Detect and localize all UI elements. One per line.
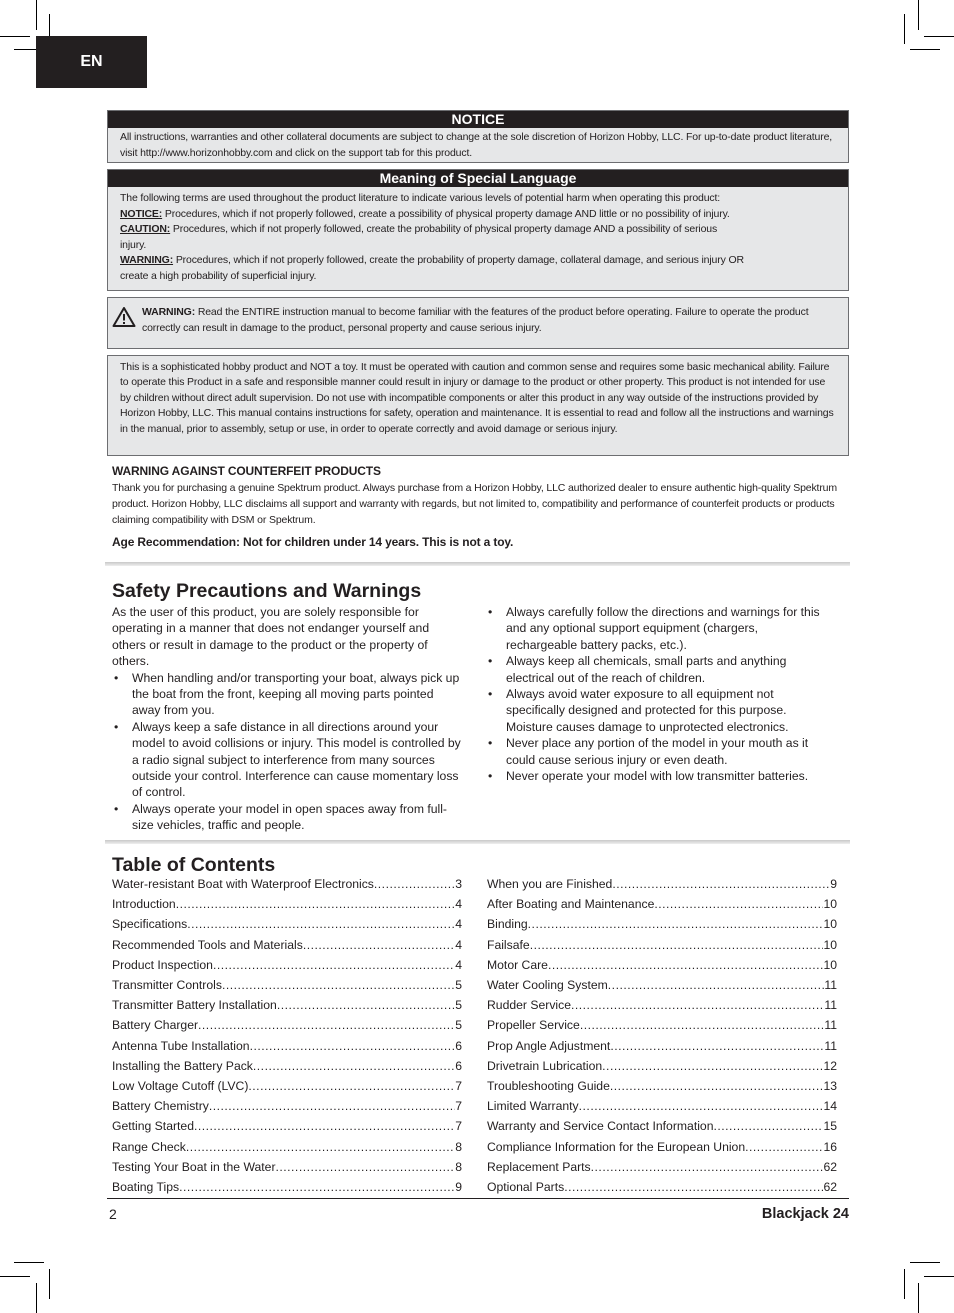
toc-entry <box>112 1096 462 1116</box>
toc-entry-page: 7 <box>455 1078 462 1093</box>
notice-definition-text: Procedures, which if not properly followed, create a possibility of physical property damage AND little or no possibility of injury. <box>162 207 730 220</box>
toc-entry <box>487 874 837 894</box>
toc-entry-title: Troubleshooting Guide <box>487 1078 610 1093</box>
warning-term: WARNING: <box>120 254 174 266</box>
toc-entry-page: 10 <box>823 897 837 912</box>
notice-body: All instructions, warranties and other collateral documents are subject to change at the sole discretion of Horizon Hobby, LLC. For up-to-date product literature, visit http://www.horizonhobby.com and click on the support tab for this product. <box>120 131 833 159</box>
toc-leader-dots <box>194 1119 455 1133</box>
toc-leader-dots <box>610 1079 824 1093</box>
toc-leader-dots <box>745 1140 823 1154</box>
toc-entry <box>487 914 837 934</box>
warning-triangle-icon <box>108 298 142 333</box>
toc-entry <box>487 975 837 995</box>
toc-entry-page: 5 <box>455 998 462 1013</box>
section-divider <box>105 562 850 566</box>
safety-bullet: • Always keep a safe distance in all directions around your model to avoid collisions or injury. This model is controlled by a radio signal subject to interference from many sources outside your control. Interference can cause momentary loss of control. <box>112 719 464 801</box>
toc-left-column <box>112 874 462 1197</box>
safety-bullet: • Always carefully follow the directions and warnings for this and any optional support equipment (chargers, rechargeable battery packs, etc.). <box>486 604 846 653</box>
toc-leader-dots <box>276 1160 456 1174</box>
toc-entry-page: 10 <box>823 917 837 932</box>
toc-leader-dots <box>198 1018 455 1032</box>
toc-leader-dots <box>248 1079 455 1093</box>
counterfeit-heading: WARNING AGAINST COUNTERFEIT PRODUCTS <box>112 464 381 478</box>
toc-entry <box>112 1157 462 1177</box>
toc-leader-dots <box>179 1180 455 1194</box>
toc-leader-dots <box>571 998 824 1012</box>
toc-entry-page: 10 <box>823 957 837 972</box>
toc-entry-title: Range Check <box>112 1139 186 1154</box>
toc-entry <box>112 1177 462 1197</box>
toc-entry <box>487 1036 837 1056</box>
safety-right-list <box>486 604 846 784</box>
warning-box-text: Read the ENTIRE instruction manual to become familiar with the features of the product before operating. Failure to operate the product correctly can result in damage to the product, personal property and cause serious injury. <box>142 306 809 334</box>
safety-bullet: • Always keep all chemicals, small parts and anything electrical out of the reach of children. <box>486 653 846 686</box>
page-number: 2 <box>109 1206 117 1222</box>
toc-entry-title: When you are Finished <box>487 877 613 892</box>
toc-entry-title: Battery Charger <box>112 1018 199 1033</box>
toc-leader-dots <box>564 1180 823 1194</box>
toc-entry <box>112 975 462 995</box>
toc-entry <box>112 1076 462 1096</box>
toc-title: Table of Contents <box>112 854 276 876</box>
toc-leader-dots <box>579 1099 824 1113</box>
toc-entry-title: Motor Care <box>487 957 548 972</box>
toc-entry <box>487 1157 837 1177</box>
toc-entry-title: Failsafe <box>487 937 530 952</box>
special-language-box <box>107 169 849 291</box>
counterfeit-section <box>112 462 842 528</box>
safety-bullet: • When handling and/or transporting your boat, always pick up the boat from the front, keeping all moving parts pointed away from you. <box>112 670 464 719</box>
toc-leader-dots <box>654 897 823 911</box>
toc-leader-dots <box>374 877 455 891</box>
toc-entry-title: Low Voltage Cutoff (LVC) <box>112 1078 249 1093</box>
toc-entry-title: Prop Angle Adjustment <box>487 1038 611 1053</box>
notice-term: NOTICE: <box>120 207 163 220</box>
toc-leader-dots <box>213 958 455 972</box>
toc-entry-page: 8 <box>455 1159 462 1174</box>
toc-entry-page: 11 <box>824 1018 837 1033</box>
toc-leader-dots <box>176 897 456 911</box>
notice-box <box>107 110 849 163</box>
toc-entry-page: 16 <box>823 1139 837 1154</box>
toc-entry-page: 8 <box>455 1139 462 1154</box>
safety-bullet: • Never operate your model with low transmitter batteries. <box>486 768 846 784</box>
toc-entry-title: Propeller Service <box>487 1018 580 1033</box>
toc-entry-page: 7 <box>455 1119 462 1134</box>
toc-entry <box>487 1076 837 1096</box>
toc-entry <box>487 894 837 914</box>
toc-entry <box>487 1015 837 1035</box>
safety-title: Safety Precautions and Warnings <box>112 580 422 602</box>
toc-entry-page: 4 <box>455 897 462 912</box>
toc-entry-page: 4 <box>455 957 462 972</box>
toc-entry <box>487 1136 837 1156</box>
toc-entry-title: Rudder Service <box>487 998 571 1013</box>
warning-box <box>107 297 849 349</box>
toc-entry-title: Recommended Tools and Materials <box>112 937 303 952</box>
toc-entry <box>487 995 837 1015</box>
safety-right-column <box>486 604 846 784</box>
safety-bullet: • Always avoid water exposure to all equipment not specifically designed and protected for this purpose. Moisture causes damage to unprotected electronics. <box>486 686 846 735</box>
toc-entry-title: Replacement Parts <box>487 1159 591 1174</box>
toc-entry-page: 9 <box>830 877 837 892</box>
toc-entry <box>112 1136 462 1156</box>
toc-entry-title: Drivetrain Lubrication <box>487 1058 603 1073</box>
toc-entry-title: Antenna Tube Installation <box>112 1038 250 1053</box>
notice-definition <box>120 207 836 223</box>
toc-entry <box>487 1177 837 1197</box>
language-tab: EN <box>36 36 147 88</box>
toc-entry-page: 5 <box>455 978 462 993</box>
toc-entry <box>487 955 837 975</box>
toc-entry-page: 11 <box>824 1038 837 1053</box>
toc-entry-page: 4 <box>455 937 462 952</box>
toc-leader-dots <box>602 1059 823 1073</box>
toc-entry-title: Boating Tips <box>112 1179 180 1194</box>
toc-leader-dots <box>186 1140 455 1154</box>
toc-entry-title: Getting Started <box>112 1119 194 1134</box>
age-recommendation: Age Recommendation: Not for children under 14 years. This is not a toy. <box>112 535 514 549</box>
footer-rule <box>107 1198 849 1199</box>
toc-entry-page: 13 <box>823 1078 837 1093</box>
toc-leader-dots <box>528 917 824 931</box>
toc-entry-title: Binding <box>487 917 528 932</box>
toc-entry <box>487 1056 837 1076</box>
toc-leader-dots <box>610 1039 824 1053</box>
toc-entry <box>112 914 462 934</box>
toc-leader-dots <box>713 1119 823 1133</box>
toc-entry-page: 11 <box>824 978 837 993</box>
toc-leader-dots <box>303 938 455 952</box>
toc-entry-title: Compliance Information for the European Union <box>487 1139 746 1154</box>
toc-entry <box>487 1096 837 1116</box>
toc-leader-dots <box>277 998 455 1012</box>
toc-entry-page: 62 <box>823 1179 837 1194</box>
toc-entry <box>112 894 462 914</box>
product-name: Blackjack 24 <box>761 1206 849 1222</box>
toc-entry <box>112 1036 462 1056</box>
toc-entry-title: Optional Parts <box>487 1179 565 1194</box>
caution-definition-text: Procedures, which if not properly followed, create the probability of physical property damage AND a possibility of serious injury. <box>120 223 718 251</box>
safety-left-list <box>112 670 464 834</box>
toc-entry <box>112 995 462 1015</box>
toc-right-column <box>487 874 837 1197</box>
toc-entry-page: 62 <box>823 1159 837 1174</box>
toc-entry-title: Specifications <box>112 917 188 932</box>
toc-entry-page: 3 <box>455 877 462 892</box>
toc-leader-dots <box>612 877 830 891</box>
toc-entry-page: 14 <box>823 1099 837 1114</box>
toc-entry <box>112 935 462 955</box>
special-language-intro: The following terms are used throughout the product literature to indicate various levels of potential harm when operating this product: <box>120 192 721 204</box>
sophisticated-product-text: This is a sophisticated hobby product and NOT a toy. It must be operated with caution and common sense and requires some basic mechanical ability. Failure to operate this Product in a safe and responsible manner could result in injury or damage to the product or other property. This product is not intended for use by children without direct adult supervision. Do not use with incompatible components or alter this product in any way outside of the instructions provided by Horizon Hobby, LLC. This manual contains instructions for safety, operation and maintenance. It is essential to read and follow all the instructions and warnings in the manual, prior to assembly, setup or use, in order to operate correctly and avoid damage or serious injury. <box>120 361 834 435</box>
warning-text <box>142 298 848 342</box>
toc-leader-dots <box>250 1039 456 1053</box>
toc-entry <box>112 1056 462 1076</box>
toc-entry-title: Introduction <box>112 897 176 912</box>
toc-entry <box>487 1116 837 1136</box>
toc-entry-page: 12 <box>823 1058 837 1073</box>
section-divider <box>105 840 850 844</box>
toc-entry-page: 6 <box>455 1038 462 1053</box>
toc-entry-title: Product Inspection <box>112 957 213 972</box>
toc-entry <box>112 874 462 894</box>
warning-definition <box>120 253 760 284</box>
toc-leader-dots <box>580 1018 825 1032</box>
toc-entry-title: Transmitter Controls <box>112 978 222 993</box>
toc-leader-dots <box>222 978 455 992</box>
safety-intro: As the user of this product, you are solely responsible for operating in a manner that does not endanger yourself and others or result in damage to the product or the property of others. <box>112 605 430 669</box>
toc-entry-title: Transmitter Battery Installation <box>112 998 277 1013</box>
toc-entry-title: Water Cooling System <box>487 978 608 993</box>
safety-left-column <box>112 604 464 834</box>
toc-entry <box>112 955 462 975</box>
toc-entry-title: After Boating and Maintenance <box>487 897 655 912</box>
toc-entry-title: Testing Your Boat in the Water <box>112 1159 276 1174</box>
toc-leader-dots <box>608 978 825 992</box>
safety-bullet: • Always operate your model in open spaces away from full-size vehicles, traffic and people. <box>112 801 464 834</box>
toc-entry-page: 7 <box>455 1099 462 1114</box>
toc-entry <box>487 935 837 955</box>
toc-entry-title: Installing the Battery Pack <box>112 1058 253 1073</box>
toc-entry-title: Warranty and Service Contact Information <box>487 1119 714 1134</box>
toc-entry-title: Water-resistant Boat with Waterproof Electronics <box>112 877 374 892</box>
sophisticated-product-box <box>107 355 849 456</box>
toc-entry <box>112 1015 462 1035</box>
toc-leader-dots <box>187 917 455 931</box>
warning-box-term: WARNING: <box>142 306 196 318</box>
toc-leader-dots <box>530 938 824 952</box>
notice-heading: NOTICE <box>108 111 848 128</box>
toc-leader-dots <box>253 1059 455 1073</box>
toc-entry-page: 11 <box>824 998 837 1013</box>
toc-entry-page: 15 <box>823 1119 837 1134</box>
toc-entry <box>112 1116 462 1136</box>
toc-entry-page: 9 <box>455 1179 462 1194</box>
toc-entry-page: 5 <box>455 1018 462 1033</box>
toc-leader-dots <box>209 1099 455 1113</box>
caution-definition <box>120 222 720 253</box>
toc-leader-dots <box>591 1160 824 1174</box>
special-language-heading: Meaning of Special Language <box>108 170 848 187</box>
special-language-body <box>108 187 848 288</box>
toc-entry-page: 6 <box>455 1058 462 1073</box>
toc-entry-title: Limited Warranty <box>487 1099 579 1114</box>
toc-entry-page: 10 <box>823 937 837 952</box>
warning-definition-text: Procedures, which if not properly followed, create the probability of property damage, collateral damage, and serious injury OR create a high probability of superficial injury. <box>120 254 744 282</box>
toc-entry-title: Battery Chemistry <box>112 1099 209 1114</box>
toc-leader-dots <box>548 958 823 972</box>
toc-entry-page: 4 <box>455 917 462 932</box>
caution-term: CAUTION: <box>120 223 171 235</box>
counterfeit-text: Thank you for purchasing a genuine Spektrum product. Always purchase from a Horizon Hobby, LLC authorized dealer to ensure authentic high-quality Spektrum product. Horizon Hobby, LLC disclaims all support and warranty with regards, but not limited to, compatibility and performance of counterfeit products or products claiming compatibility with DSM or Spektrum. <box>112 482 837 526</box>
safety-bullet: • Never place any portion of the model in your mouth as it could cause serious injury or even death. <box>486 735 846 768</box>
